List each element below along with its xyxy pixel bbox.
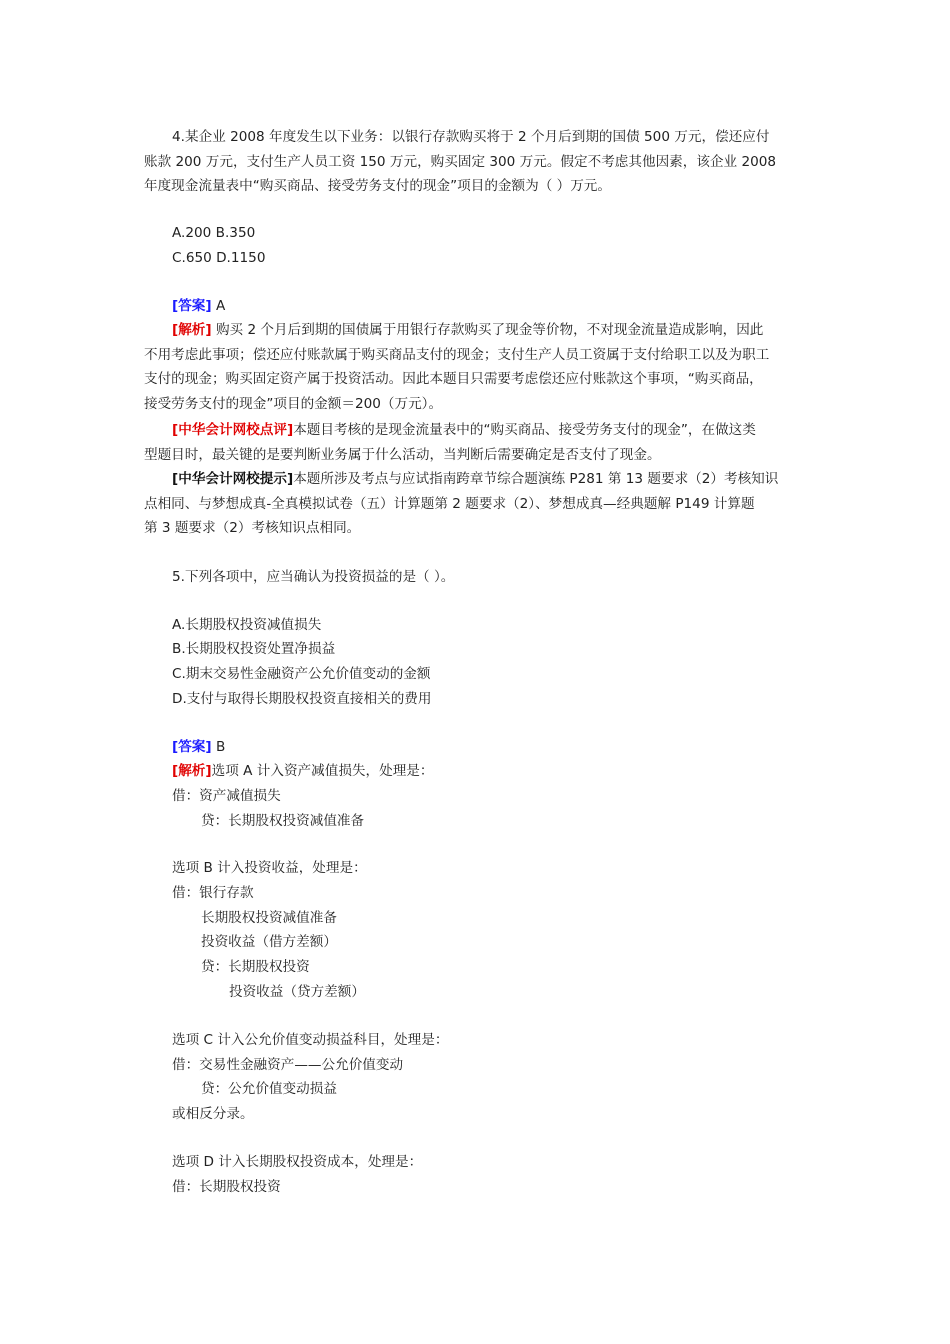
q4-analysis-line-2: 不用考虑此事项；偿还应付账款属于购买商品支付的现金；支付生产人员工资属于支付给职工以及为职工 (144, 346, 770, 363)
q5-option-d: D.支付与取得长期股权投资直接相关的费用 (172, 691, 432, 707)
q5-opt-b-intro: 选项 B 计入投资收益，处理是： (172, 860, 367, 876)
q5-opt-c-note: 或相反分录。 (172, 1106, 254, 1122)
q5-answer (172, 735, 225, 760)
q4-answer (172, 294, 225, 319)
q4-analysis-line-4: 接受劳务支付的现金”项目的金额＝200（万元）。 (144, 395, 443, 412)
q5-answer-tag: [答案] (172, 739, 212, 755)
q4-question (144, 125, 809, 199)
q5-answer-value: B (211, 739, 226, 755)
q4-analysis-line-3: 支付的现金；购买固定资产属于投资活动。因此本题目只需要考虑偿还应付账款这个事项，“购买商品， (144, 371, 763, 388)
q5-opt-b-credit: 贷：长期股权投资 (201, 959, 310, 975)
q5-analysis-tag: [解析] (172, 763, 212, 779)
q5-opt-b-debit-2: 长期股权投资减值准备 (201, 910, 337, 926)
q5-question: 5.下列各项中，应当确认为投资损益的是（ ）。 (172, 569, 455, 585)
q4-answer-value: A (211, 298, 226, 314)
q5-opt-d-debit: 借：长期股权投资 (172, 1179, 281, 1195)
q4-comment-line-1: 本题目考核的是现金流量表中的“购买商品、接受劳务支付的现金”，在做这类 (293, 422, 756, 438)
q5-option-c: C.期末交易性金融资产公允价值变动的金额 (172, 666, 431, 682)
q4-line-3: 年度现金流量表中“购买商品、接受劳务支付的现金”项目的金额为（ ）万元。 (144, 178, 611, 195)
q4-tip (144, 467, 809, 541)
q5-opt-a-credit: 贷：长期股权投资减值准备 (201, 813, 365, 829)
q4-tip-line-2: 点相同、与梦想成真-全真模拟试卷（五）计算题第 2 题要求（2）、梦想成真—经典题解 P149 计算题 (144, 495, 755, 512)
q5-opt-c-intro: 选项 C 计入公允价值变动损益科目，处理是： (172, 1032, 449, 1048)
q5-option-b: B.长期股权投资处置净损益 (172, 641, 336, 657)
q4-tip-line-3: 第 3 题要求（2）考核知识点相同。 (144, 520, 361, 537)
q5-opt-c-credit: 贷：公允价值变动损益 (201, 1081, 337, 1097)
q5-opt-a-intro: 选项 A 计入资产减值损失，处理是： (211, 763, 434, 779)
q4-analysis-line-1: 购买 2 个月后到期的国债属于用银行存款购买了现金等价物，不对现金流量造成影响，因此 (211, 322, 764, 338)
q4-line-2: 账款 200 万元，支付生产人员工资 150 万元，购买固定 300 万元。假定不考虑其他因素，该企业 2008 (144, 153, 777, 170)
q4-option-ab: A.200 B.350 (172, 225, 256, 241)
q4-comment-tag: [中华会计网校点评] (172, 422, 294, 438)
q5-opt-a-debit: 借：资产减值损失 (172, 788, 281, 804)
q4-tip-tag: [中华会计网校提示] (172, 471, 294, 487)
q5-opt-b-credit-2: 投资收益（贷方差额） (229, 984, 365, 1000)
q4-line-1: 4.某企业 2008 年度发生以下业务：以银行存款购买将于 2 个月后到期的国债 500 万元，偿还应付 (172, 129, 770, 145)
q5-opt-b-debit-3: 投资收益（借方差额） (201, 934, 337, 950)
q4-answer-tag: [答案] (172, 298, 212, 314)
q4-tip-line-1: 本题所涉及考点与应试指南跨章节综合题演练 P281 第 13 题要求（2）考核知识 (293, 471, 779, 487)
q5-opt-b-debit: 借：银行存款 (172, 885, 254, 901)
q4-comment (144, 418, 809, 467)
q5-analysis-intro (172, 759, 433, 784)
q5-opt-d-intro: 选项 D 计入长期股权投资成本，处理是： (172, 1154, 423, 1170)
q4-option-cd: C.650 D.1150 (172, 250, 266, 266)
q5-opt-c-debit: 借：交易性金融资产——公允价值变动 (172, 1057, 404, 1073)
q5-option-a: A.长期股权投资减值损失 (172, 617, 322, 633)
q4-analysis-tag: [解析] (172, 322, 212, 338)
q4-comment-line-2: 型题目时，最关键的是要判断业务属于什么活动，当判断后需要确定是否支付了现金。 (144, 446, 661, 463)
q4-analysis (144, 318, 809, 416)
